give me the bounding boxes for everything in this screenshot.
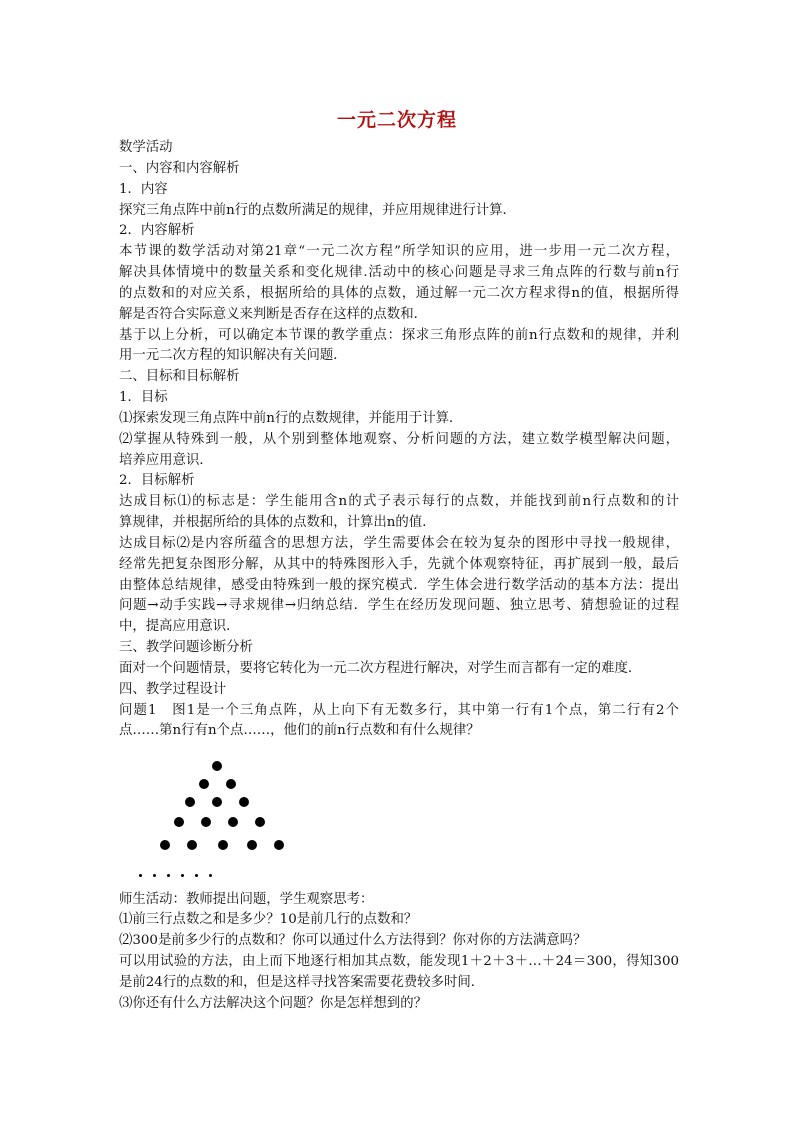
dot [239,797,249,807]
paragraph-line: 经常先把复杂图形分解，从其中的特殊图形入手，先就个体观察特征，再扩展到一般，最后 [119,557,679,572]
paragraph-line: ⑵掌握从特殊到一般，从个别到整体地观察、分析问题的方法，建立数学模型解决问题， [119,432,679,447]
subheading-content: 1．内容 [119,182,168,197]
paragraph-line: 本节课的数学活动对第21章“一元二次方程”所学知识的应用，进一步用一元二次方程， [119,244,679,259]
paragraph-line: 达成目标⑵是内容所蕴含的思想方法，学生需要体会在较为复杂的图形中寻找一般规律， [119,536,679,551]
subheading-content-analysis: 2．内容解析 [119,223,195,238]
dot [218,840,228,850]
paragraph-line: 达成目标⑴的标志是：学生能用含n的式子表示每行的点数，并能找到前n行点数和的计 [119,494,679,509]
paragraph-line: ⑴探索发现三角点阵中前n行的点数规律，并能用于计算． [119,411,463,426]
ellipsis-dot [153,874,156,877]
dot [160,840,170,850]
paragraph-line: 面对一个问题情景，要将它转化为一元二次方程进行解决，对学生而言都有一定的难度． [119,661,642,676]
question-line: ⑶你还有什么方法解决这个问题？你是怎样想到的？ [119,996,427,1011]
subheading-goal-analysis: 2．目标解析 [119,473,195,488]
problem-1-line: 点……第n行有n个点……，他们的前n行点数和有什么规律？ [119,723,480,738]
section-heading-diagnosis: 三、教学问题诊断分析 [119,640,253,655]
section-heading-content: 一、内容和内容解析 [119,161,240,176]
paragraph-line: 的点数和的对应关系，根据所给的具体的点数，通过解一元二次方程求得n的值，根据所得 [119,286,679,301]
section-heading-process: 四、教学过程设计 [119,682,227,697]
dot [247,840,257,850]
paragraph-line: 解决具体情境中的数量关系和变化规律.活动中的核心问题是寻求三角点阵的行数与前n行 [119,265,679,280]
paragraph-line: 由整体总结规律，感受由特殊到一般的探究模式．学生体会进行数学活动的基本方法：提出 [119,578,679,593]
paragraph-line: 问题→动手实践→寻求规律→归纳总结．学生在经历发现问题、独立思考、猜想验证的过程 [119,598,679,613]
paragraph-line: 可以用试验的方法，由上而下地逐行相加其点数，能发现1＋2＋3＋…＋24＝300，得知300 [119,954,679,969]
ellipsis-dot [167,874,170,877]
subheading-goals: 1．目标 [119,390,168,405]
dot [199,779,209,789]
question-line: ⑵300是前多少行的点数和？你可以通过什么方法得到？你对你的方法满意吗？ [119,933,587,948]
paragraph-line: 算规律，并根据所给的具体的点数和，计算出n的值． [119,515,436,530]
ellipsis-dot [195,874,198,877]
dot [274,840,284,850]
ellipsis-dot [139,874,142,877]
paragraph-line: 探究三角点阵中前n行的点数所满足的规律，并应用规律进行计算． [119,203,516,218]
problem-1-line: 问题1 图1是一个三角点阵，从上向下有无数多行，其中第一行有1个点，第二行有2个 [119,703,679,718]
document-title: 一元二次方程 [336,109,457,131]
section-heading-goals: 二、目标和目标解析 [119,369,240,384]
dot [226,779,236,789]
paragraph-line: 是前24行的点数的和，但是这样寻找答案需要花费较多时间． [119,975,485,990]
dot [201,817,211,827]
paragraph-line: 基于以上分析，可以确定本节课的教学重点：探求三角形点阵的前n行点数和的规律，并利 [119,328,679,343]
dot [255,817,265,827]
dot [212,761,222,771]
ellipsis-dot [181,874,184,877]
paragraph-line: 解是否符合实际意义来判断是否存在这样的点数和． [119,307,427,322]
dot [212,797,222,807]
paragraph-line: 师生活动：教师提出问题，学生观察思考： [119,892,374,907]
paragraph-line: 用一元二次方程的知识解决有关问题． [119,348,347,363]
dot [174,817,184,827]
question-line: ⑴前三行点数之和是多少？10是前几行的点数和？ [119,912,418,927]
ellipsis-dot [209,874,212,877]
heading-math-activity: 数学活动 [119,140,173,155]
dot [228,817,238,827]
paragraph-line: 培养应用意识． [119,453,213,468]
dot [185,797,195,807]
paragraph-line: 中，提高应用意识． [119,619,240,634]
dot [187,840,197,850]
